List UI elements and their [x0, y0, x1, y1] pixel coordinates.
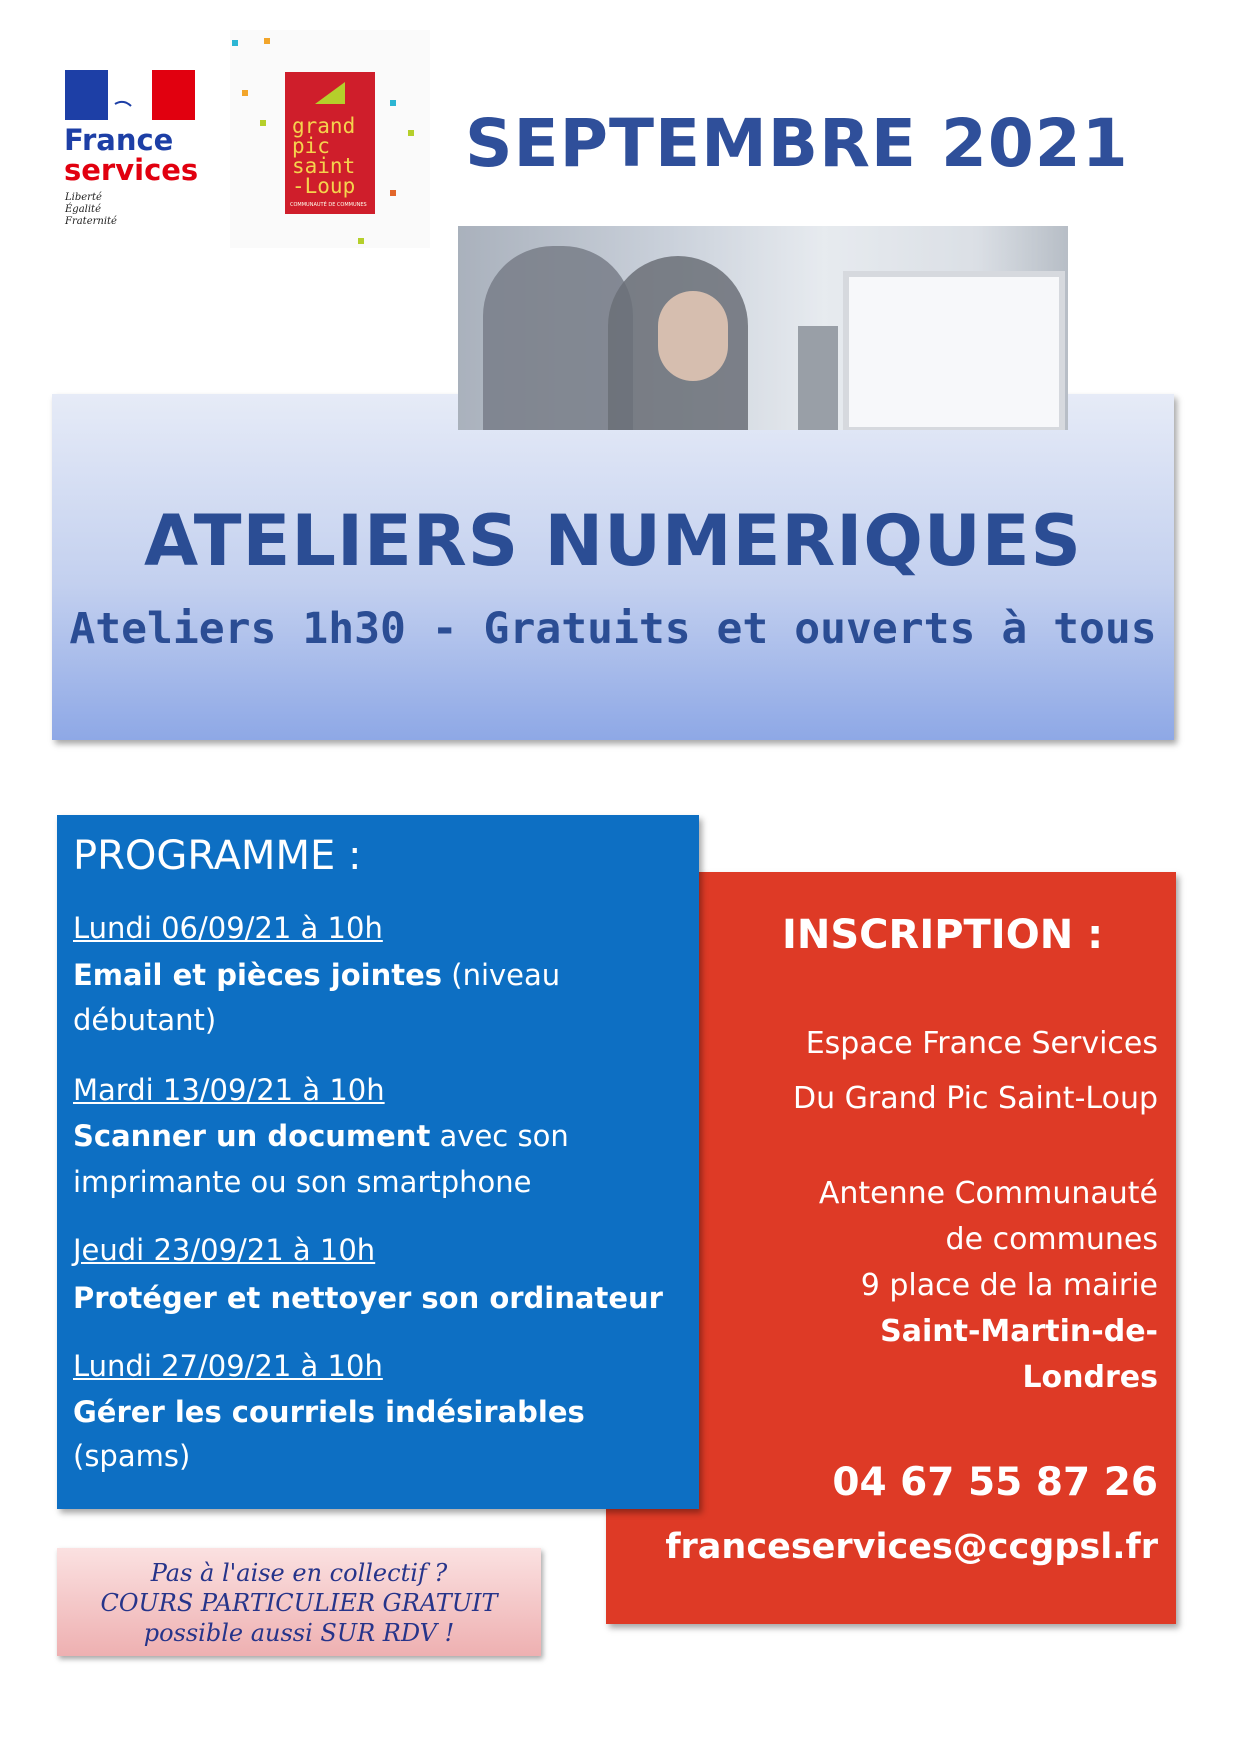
- organization-line-2: Du Grand Pic Saint-Loup: [793, 1081, 1158, 1116]
- grand-pic-saint-loup-logo: [230, 30, 430, 248]
- session-1-topic: [73, 958, 560, 992]
- address-line-3: 9 place de la mairie: [860, 1268, 1158, 1303]
- session-2-topic-rest: avec son: [430, 1119, 569, 1153]
- inscription-title: INSCRIPTION :: [782, 912, 1104, 958]
- session-4-topic-bold: Gérer les courriels indésirables: [73, 1395, 585, 1429]
- address-line-5: Londres: [1022, 1360, 1158, 1395]
- confetti-icon: [264, 38, 270, 44]
- session-2-date: Mardi 13/09/21 à 10h: [73, 1073, 385, 1107]
- banner-title: ATELIERS NUMERIQUES: [144, 500, 1082, 582]
- people-at-computer-photo: [458, 226, 1068, 430]
- gpsl-word-3: saint: [292, 154, 356, 178]
- note-line-2: COURS PARTICULIER GRATUIT: [100, 1589, 498, 1617]
- session-4-date: Lundi 27/09/21 à 10h: [73, 1349, 383, 1383]
- gpsl-word-4: -Loup: [292, 174, 356, 198]
- session-2-topic-line-2: imprimante ou son smartphone: [73, 1165, 532, 1199]
- page-title: SEPTEMBRE 2021: [465, 105, 1129, 182]
- motto-fraternite: Fraternité: [65, 216, 117, 227]
- france-services-word-1: France: [64, 123, 174, 157]
- banner-subtitle: Ateliers 1h30 - Gratuits et ouverts à tous: [69, 604, 1157, 654]
- confetti-icon: [358, 238, 364, 244]
- confetti-icon: [390, 100, 396, 106]
- session-1-topic-rest: (niveau: [442, 958, 561, 992]
- motto-liberte: Liberté: [65, 192, 102, 203]
- session-1-topic-line-2: débutant): [73, 1003, 217, 1037]
- marianne-flag-icon: [65, 70, 195, 120]
- session-3-date: Jeudi 23/09/21 à 10h: [73, 1233, 376, 1267]
- note-line-1: Pas à l'aise en collectif ?: [150, 1559, 448, 1587]
- session-3-topic: [73, 1281, 663, 1315]
- programme-box: [57, 815, 699, 1509]
- session-2-topic: [73, 1119, 569, 1153]
- address-line-2: de communes: [945, 1222, 1158, 1257]
- session-3-topic-bold: Protéger et nettoyer son ordinateur: [73, 1281, 663, 1315]
- session-1-date: Lundi 06/09/21 à 10h: [73, 911, 383, 945]
- organization-line-1: Espace France Services: [805, 1026, 1158, 1061]
- gpsl-word-1: grand: [292, 114, 356, 138]
- note-line-3: possible aussi SUR RDV !: [143, 1619, 455, 1647]
- confetti-icon: [242, 90, 248, 96]
- phone-number[interactable]: 04 67 55 87 26: [832, 1460, 1158, 1505]
- confetti-icon: [260, 120, 266, 126]
- session-4-topic-line-2: (spams): [73, 1439, 191, 1473]
- address-line-1: Antenne Communauté: [818, 1176, 1158, 1211]
- private-lesson-note: [57, 1548, 541, 1656]
- confetti-icon: [408, 130, 414, 136]
- programme-title: PROGRAMME :: [73, 833, 362, 879]
- motto-egalite: Égalité: [65, 204, 101, 215]
- france-services-word-2: services: [64, 153, 199, 187]
- session-2-topic-bold: Scanner un document: [73, 1119, 431, 1153]
- confetti-icon: [232, 40, 238, 46]
- email-address[interactable]: franceservices@ccgpsl.fr: [665, 1527, 1158, 1567]
- mountain-icon: [315, 82, 345, 104]
- france-services-logo: [60, 70, 200, 240]
- session-4-topic: [73, 1395, 585, 1429]
- gpsl-word-2: pic: [292, 134, 330, 158]
- address-line-4: Saint-Martin-de-: [880, 1314, 1158, 1349]
- session-1-topic-bold: Email et pièces jointes: [73, 958, 443, 992]
- gpsl-tagline: COMMUNAUTÉ DE COMMUNES: [290, 202, 367, 208]
- confetti-icon: [390, 190, 396, 196]
